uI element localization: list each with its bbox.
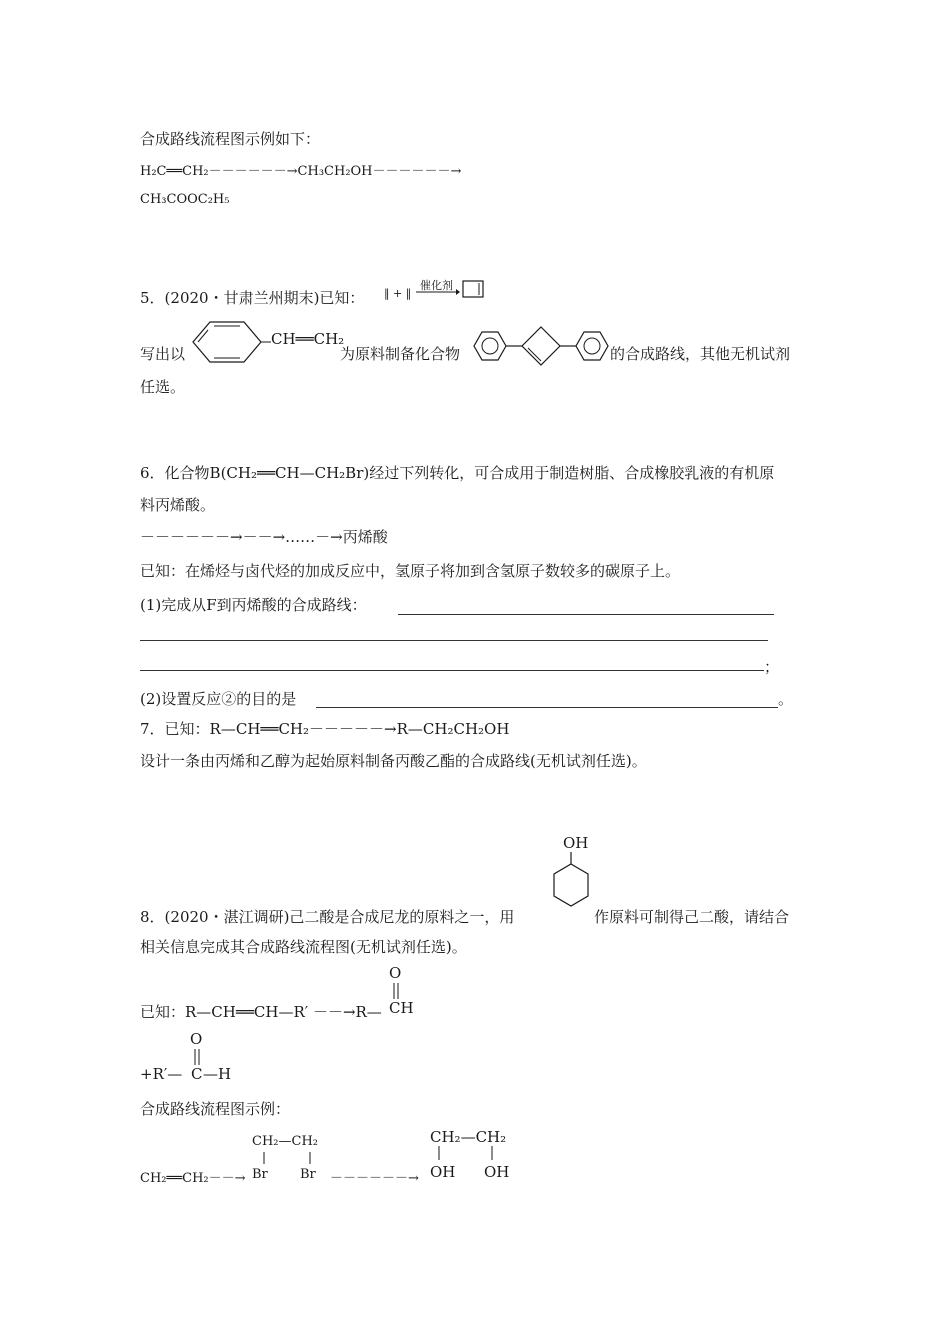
q6-answer-blank-3[interactable] [140,670,764,671]
q6-line1: 6．化合物B(CH₂══CH—CH₂Br)经过下列转化，可合成用于制造树脂、合成橡胶乳液的有机原 [140,464,775,482]
q5-suffix: 的合成路线，其他无机试剂 [610,345,791,363]
q6-chain: －－－－－－→－－→……－→丙烯酸 [140,528,388,546]
bond-line [261,340,271,344]
carbonyl-double-bond [194,1049,200,1065]
q8-line2: 相关信息完成其合成路线流程图(无机试剂任选)。 [140,938,467,956]
q6-answer-blank-1[interactable] [398,614,774,615]
synthesis-example-heading: 合成路线流程图示例如下： [140,130,321,148]
q5-line2: 任选。 [140,378,186,396]
ketone-h-label: —H [203,1065,232,1083]
q8-line1-b: 作原料可制得己二酸，请结合 [594,908,790,926]
q6-semicolon: ； [764,658,780,676]
ketone-c-label: C [191,1065,203,1083]
diol-oh1: OH [430,1163,456,1181]
q6-purpose-blank[interactable] [316,707,778,708]
q8-line1-a: 8．(2020・湛江调研)己二酸是合成尼龙的原料之一，用 [140,908,515,926]
diol-bonds [434,1146,498,1160]
diol-top-label: CH₂—CH₂ [430,1128,507,1146]
q8-known-prefix: 已知：R—CH══CH—R′ －－→R— [140,1003,382,1021]
diphenylcyclobutene-icon [474,314,608,384]
dibromo-br1: Br [252,1167,268,1182]
ex-start: CH₂══CH₂－－→ [140,1171,246,1186]
q6-known: 已知：在烯烃与卤代烃的加成反应中，氢原子将加到含氢原子数较多的碳原子上。 [140,562,681,580]
q6-answer-blank-2[interactable] [140,640,768,641]
q5-reaction-left: ‖ + ‖ [384,287,412,300]
q5-catalyst-label: 催化剂 [420,279,453,292]
q7-line1: 7．已知：R—CH══CH₂－－－－－→R—CH₂CH₂OH [140,720,510,738]
styrene-vinyl-label: CH══CH₂ [271,330,345,348]
dibromo-br2: Br [300,1167,316,1182]
q5-mid-text: 为原料制备化合物 [340,345,461,363]
q6-sub2: (2)设置反应②的目的是 [140,690,297,708]
aldehyde-ch-label: CH [389,999,414,1017]
q7-line2: 设计一条由丙烯和乙醇为起始原料制备丙酸乙酯的合成路线(无机试剂任选)。 [140,752,647,770]
cyclohexanol-ring-icon [554,852,590,918]
q5-prefix: 5．(2020・甘肃兰州期末)已知： [140,289,365,307]
dibromo-bonds [258,1152,318,1164]
aldehyde-o-label: O [389,964,402,982]
q5-write-prefix: 写出以 [140,345,186,363]
ketone-o-label: O [190,1030,203,1048]
ex-arrow: －－－－－－→ [330,1171,419,1186]
synthesis-example-line2: CH₃COOC₂H₅ [140,192,230,207]
q5-reaction-arrow [416,288,460,296]
carbonyl-double-bond [393,983,399,999]
q6-sub1: (1)完成从F到丙烯酸的合成路线： [140,596,367,614]
q6-line2: 料丙烯酸。 [140,496,216,514]
cyclohexanol-oh-label: OH [563,834,589,852]
dibromo-top-label: CH₂—CH₂ [252,1134,318,1149]
diol-oh2: OH [484,1163,510,1181]
synthesis-example-line1: H₂C══CH₂－－－－－－→CH₃CH₂OH－－－－－－→ [140,164,462,179]
q8-example-heading: 合成路线流程图示例： [140,1100,291,1118]
cyclobutene-icon [462,280,486,298]
q8-plus-prefix: +R′— [140,1065,183,1083]
benzene-ring-icon [193,322,263,362]
q6-period: 。 [778,690,794,708]
